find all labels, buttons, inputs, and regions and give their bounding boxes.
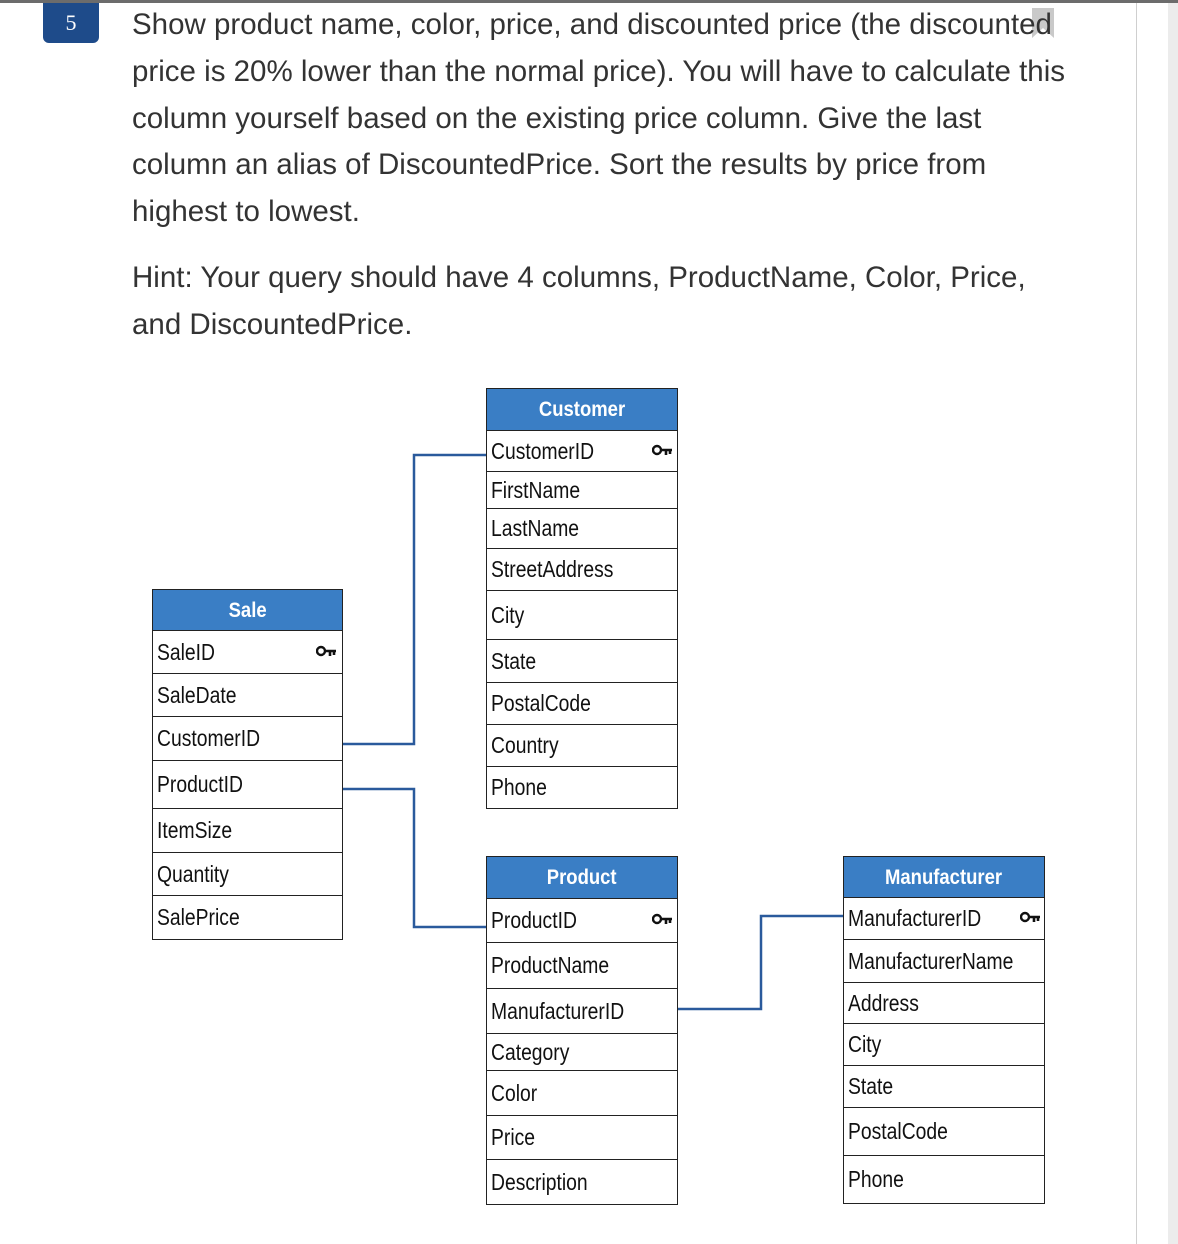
customer-field-phone xyxy=(486,766,678,809)
field-label: City xyxy=(848,1031,882,1057)
field-label: Phone xyxy=(848,1166,904,1192)
product-field-color xyxy=(486,1070,678,1116)
field-label: ProductName xyxy=(491,952,610,978)
customer-field-streetaddress xyxy=(486,548,678,591)
product-manufacturer-link xyxy=(676,916,846,1009)
manufacturer-field-phone xyxy=(843,1155,1045,1204)
customer-field-lastname xyxy=(486,508,678,549)
sale-table-header xyxy=(152,589,343,632)
field-label: Description xyxy=(491,1168,588,1195)
field-label: Category xyxy=(491,1038,570,1065)
manufacturer-field-postalcode xyxy=(843,1107,1045,1156)
product-table-title: Product xyxy=(547,866,617,889)
manufacturer-field-manufacturerid xyxy=(843,897,1045,940)
field-label: SalePrice xyxy=(157,904,240,930)
manufacturer-table-title: Manufacturer xyxy=(885,865,1003,889)
customer-field-customerid xyxy=(486,430,678,472)
field-label: SaleID xyxy=(157,638,215,665)
sale-field-saleid xyxy=(152,630,343,674)
field-label: ManufacturerName xyxy=(848,947,1014,974)
product-field-description xyxy=(486,1159,678,1205)
customer-field-postalcode xyxy=(486,682,678,725)
field-label: ItemSize xyxy=(157,817,233,843)
manufacturer-field-state xyxy=(843,1065,1045,1108)
key-icon xyxy=(652,444,674,458)
product-field-price xyxy=(486,1115,678,1160)
hint-text: Hint: Your query should have 4 columns, ProductName, Color, Price, and DiscountedPrice. xyxy=(132,261,1026,341)
field-label: Price xyxy=(491,1124,536,1150)
field-label: Quantity xyxy=(157,860,229,887)
product-field-category xyxy=(486,1033,678,1071)
field-label: ProductID xyxy=(157,771,243,797)
product-field-productname xyxy=(486,942,678,989)
customer-field-state xyxy=(486,639,678,683)
field-label: PostalCode xyxy=(848,1118,948,1144)
sale-field-saleprice xyxy=(152,895,343,940)
product-field-productid xyxy=(486,898,678,943)
field-label: CustomerID xyxy=(157,725,261,751)
field-label: Phone xyxy=(491,774,547,800)
field-label: CustomerID xyxy=(491,437,595,464)
sale-field-quantity xyxy=(152,852,343,896)
field-label: Country xyxy=(491,732,559,758)
field-label: ManufacturerID xyxy=(848,905,982,931)
product-field-manufacturerid xyxy=(486,988,678,1034)
field-label: ProductID xyxy=(491,907,577,933)
sale-customer-link xyxy=(342,455,488,744)
customer-field-country xyxy=(486,724,678,767)
sale-field-itemsize xyxy=(152,808,343,853)
key-icon xyxy=(652,913,674,927)
customer-table-header xyxy=(486,388,678,432)
field-label: StreetAddress xyxy=(491,556,614,582)
sale-field-customerid xyxy=(152,716,343,761)
product-table-header xyxy=(486,856,678,900)
field-label: Address xyxy=(848,989,919,1016)
field-label: PostalCode xyxy=(491,690,591,716)
manufacturer-field-address xyxy=(843,982,1045,1024)
customer-table-title: Customer xyxy=(538,398,626,421)
field-label: State xyxy=(491,647,537,674)
customer-field-city xyxy=(486,590,678,640)
field-label: LastName xyxy=(491,515,580,541)
customer-field-firstname xyxy=(486,471,678,509)
manufacturer-table-header xyxy=(843,856,1045,899)
sale-table-title: Sale xyxy=(228,598,267,622)
field-label: FirstName xyxy=(491,476,581,503)
field-label: SaleDate xyxy=(157,681,237,708)
field-label: State xyxy=(848,1073,894,1099)
key-icon xyxy=(1020,911,1042,925)
sale-field-productid xyxy=(152,760,343,809)
field-label: City xyxy=(491,601,525,628)
question-number: 5 xyxy=(65,10,77,35)
manufacturer-field-manufacturername xyxy=(843,939,1045,983)
key-icon xyxy=(316,645,338,659)
question-text: Show product name, color, price, and discounted price (the discounted price is 20% lower than the normal price). You will have to calculate this column yourself based on the existing price column. Give the last column an alias of DiscountedPrice. Sort the results by price from highest to lowest. xyxy=(132,8,1066,229)
field-label: ManufacturerID xyxy=(491,997,625,1024)
sale-field-saledate xyxy=(152,673,343,717)
manufacturer-field-city xyxy=(843,1023,1045,1066)
field-label: Color xyxy=(491,1079,538,1106)
sale-product-link xyxy=(342,789,488,927)
